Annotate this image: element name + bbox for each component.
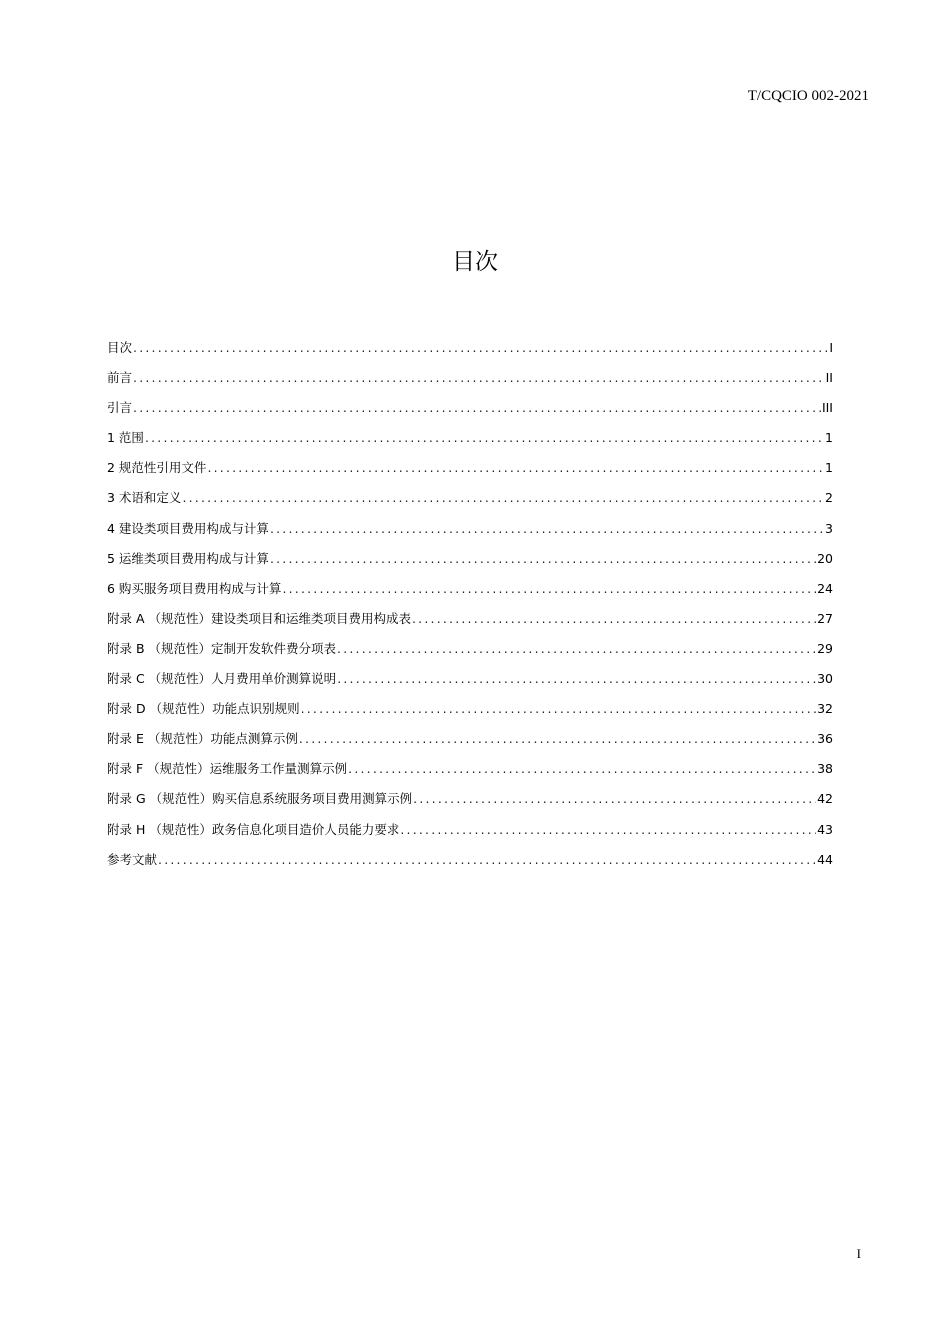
toc-entry[interactable]	[107, 729, 833, 759]
toc-entry-page: 38	[817, 761, 833, 777]
toc-leader	[282, 579, 816, 599]
toc-entry-label: 参考文献	[107, 851, 158, 867]
toc-entry-label: 3 术语和定义	[107, 490, 182, 506]
toc-leader	[348, 759, 816, 779]
toc-entry-page: 2	[825, 490, 833, 506]
toc-entry[interactable]	[107, 368, 833, 398]
toc-entry-label: 5 运维类项目费用构成与计算	[107, 550, 269, 566]
toc-entry[interactable]	[107, 519, 833, 549]
toc-leader	[400, 820, 816, 840]
toc-leader	[133, 398, 821, 418]
toc-leader	[413, 789, 816, 809]
toc-entry-label: 附录 A （规范性）建设类项目和运维类项目费用构成表	[107, 610, 411, 626]
toc-entry-page: 42	[817, 791, 833, 807]
toc-entry-page: 1	[825, 430, 833, 446]
page-title: 目次	[452, 249, 498, 275]
toc-entry[interactable]	[107, 488, 833, 518]
toc-leader	[133, 368, 825, 388]
toc-entry-page: 20	[817, 550, 833, 566]
toc-entry[interactable]	[107, 398, 833, 428]
toc-entry[interactable]	[107, 789, 833, 819]
toc-leader	[337, 639, 816, 659]
page-number: I	[856, 1246, 861, 1261]
toc-entry-page: II	[825, 370, 833, 386]
toc-entry[interactable]	[107, 759, 833, 789]
toc-leader	[182, 488, 824, 508]
toc-entry-label: 附录 G （规范性）购买信息系统服务项目费用测算示例	[107, 791, 413, 807]
toc-leader	[299, 729, 816, 749]
toc-entry-label: 目次	[107, 340, 133, 355]
toc-entry-label: 附录 F （规范性）运维服务工作量测算示例	[107, 761, 348, 777]
toc-entry[interactable]	[107, 338, 833, 368]
toc-leader	[301, 699, 817, 719]
toc-entry[interactable]	[107, 428, 833, 458]
toc-entry-page: 24	[817, 580, 833, 596]
toc-entry[interactable]	[107, 549, 833, 579]
toc-entry-label: 4 建设类项目费用构成与计算	[107, 520, 269, 536]
toc-leader	[207, 458, 824, 478]
toc-entry-label: 6 购买服务项目费用构成与计算	[107, 580, 282, 596]
toc-entry-label: 附录 B （规范性）定制开发软件费分项表	[107, 640, 337, 656]
toc-entry-page: 1	[825, 460, 833, 476]
toc-entry[interactable]	[107, 699, 833, 729]
toc-entry-page: 44	[817, 851, 833, 867]
toc-leader	[412, 609, 816, 629]
toc-entry[interactable]	[107, 609, 833, 639]
toc-entry-page: 36	[817, 731, 833, 747]
toc-leader	[337, 669, 816, 689]
toc-entry-label: 2 规范性引用文件	[107, 460, 207, 476]
toc-entry-label: 前言	[107, 370, 133, 386]
toc-entry[interactable]	[107, 458, 833, 488]
table-of-contents	[107, 338, 833, 880]
toc-entry-page: I	[829, 340, 833, 355]
toc-leader	[270, 549, 816, 569]
toc-entry[interactable]	[107, 669, 833, 699]
toc-entry-label: 附录 D （规范性）功能点识别规则	[107, 701, 300, 717]
toc-entry-label: 引言	[107, 400, 133, 416]
toc-entry-label: 附录 E （规范性）功能点测算示例	[107, 731, 298, 747]
toc-entry-page: 32	[817, 701, 833, 717]
toc-leader	[133, 338, 828, 358]
toc-entry-page: 29	[817, 640, 833, 656]
toc-entry-page: 27	[817, 610, 833, 626]
toc-leader	[158, 850, 816, 870]
toc-entry[interactable]	[107, 820, 833, 850]
toc-entry[interactable]	[107, 579, 833, 609]
toc-entry-page: III	[821, 400, 833, 416]
toc-entry-label: 附录 H （规范性）政务信息化项目造价人员能力要求	[107, 821, 400, 837]
toc-entry-page: 30	[817, 671, 833, 687]
document-code: T/CQCIO 002-2021	[747, 88, 869, 104]
toc-leader	[270, 519, 824, 539]
toc-entry-label: 1 范围	[107, 430, 144, 446]
toc-entry-label: 附录 C （规范性）人月费用单价测算说明	[107, 671, 337, 687]
toc-entry[interactable]	[107, 850, 833, 880]
toc-leader	[145, 428, 824, 448]
toc-entry-page: 43	[817, 821, 833, 837]
toc-entry-page: 3	[825, 520, 833, 536]
toc-entry[interactable]	[107, 639, 833, 669]
